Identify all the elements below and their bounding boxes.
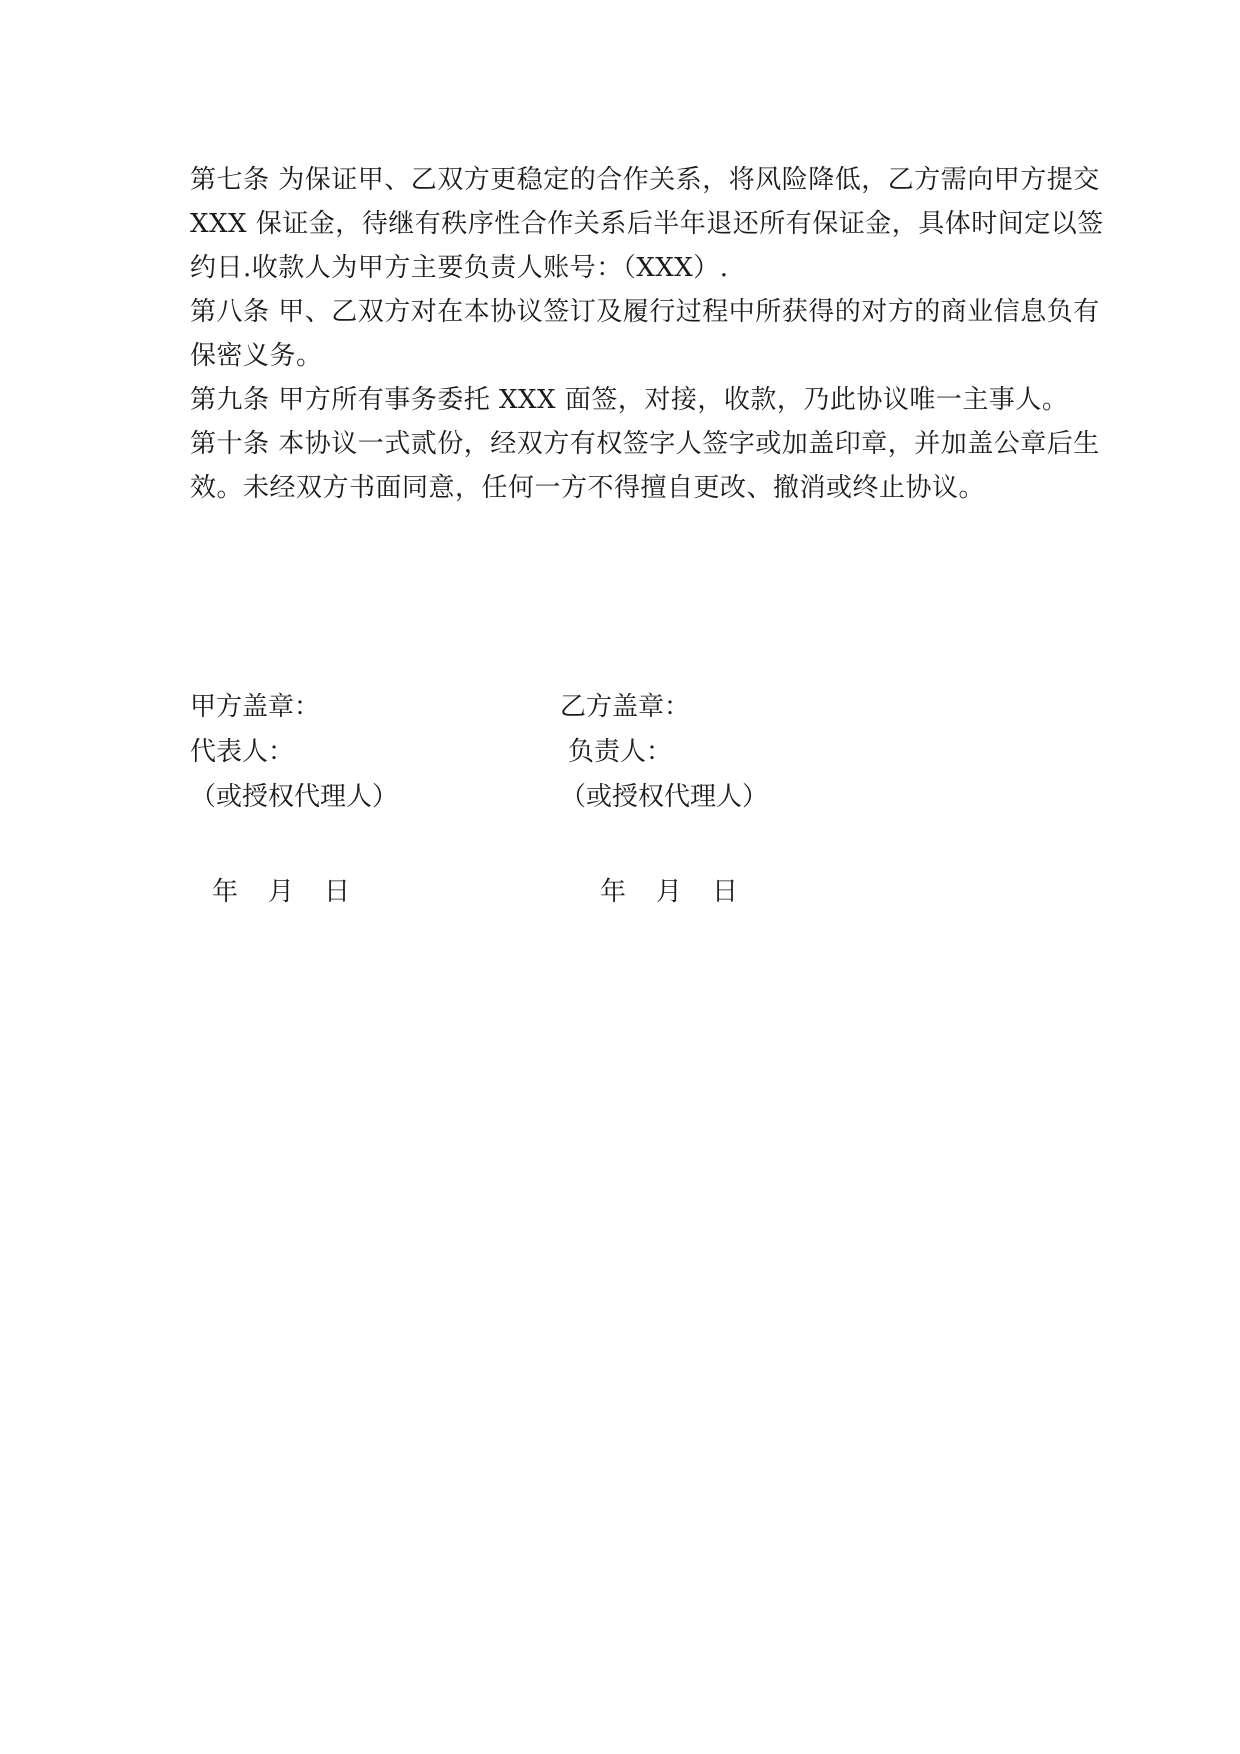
party-a-date-month: 月 — [268, 877, 295, 907]
clause-8-line-2: 保密义务。 — [190, 341, 323, 371]
clause-7-line-2: XXX 保证金，待继有秩序性合作关系后半年退还所有保证金，具体时间定以签 — [190, 209, 1104, 239]
clause-7-line-3: 约日.收款人为甲方主要负责人账号：（XXX）. — [190, 253, 729, 283]
party-b-date — [560, 870, 900, 915]
agreement-clauses — [190, 158, 1104, 510]
party-a-seal-label: 甲方盖章： — [190, 692, 321, 722]
clause-10-line-2: 效。未经双方书面同意，任何一方不得擅自更改、撤消或终止协议。 — [190, 473, 986, 503]
clause-8-line-1: 第八条 甲、乙双方对在本协议签订及履行过程中所获得的对方的商业信息负有 — [190, 297, 1100, 327]
party-a-signature-block — [190, 685, 530, 915]
party-a-date-day: 日 — [324, 877, 351, 907]
clause-10-line-1: 第十条 本协议一式贰份，经双方有权签字人签字或加盖印章，并加盖公章后生 — [190, 429, 1100, 459]
clause-7-line-1: 第七条 为保证甲、乙双方更稳定的合作关系，将风险降低，乙方需向甲方提交 — [190, 165, 1100, 195]
party-b-seal-label: 乙方盖章： — [560, 692, 691, 722]
party-b-agent-label: （或授权代理人） — [560, 782, 769, 812]
party-a-date-year: 年 — [212, 877, 239, 907]
party-a-date — [190, 870, 530, 915]
party-b-date-month: 月 — [656, 877, 683, 907]
clause-9-line-1: 第九条 甲方所有事务委托 XXX 面签，对接，收款，乃此协议唯一主事人。 — [190, 385, 1069, 415]
party-b-signature-block — [560, 685, 900, 915]
party-a-representative-label: 代表人： — [190, 737, 295, 767]
party-b-date-day: 日 — [712, 877, 739, 907]
party-a-agent-label: （或授权代理人） — [190, 782, 399, 812]
party-b-date-year: 年 — [600, 877, 627, 907]
party-b-representative-label: 负责人： — [568, 737, 673, 767]
